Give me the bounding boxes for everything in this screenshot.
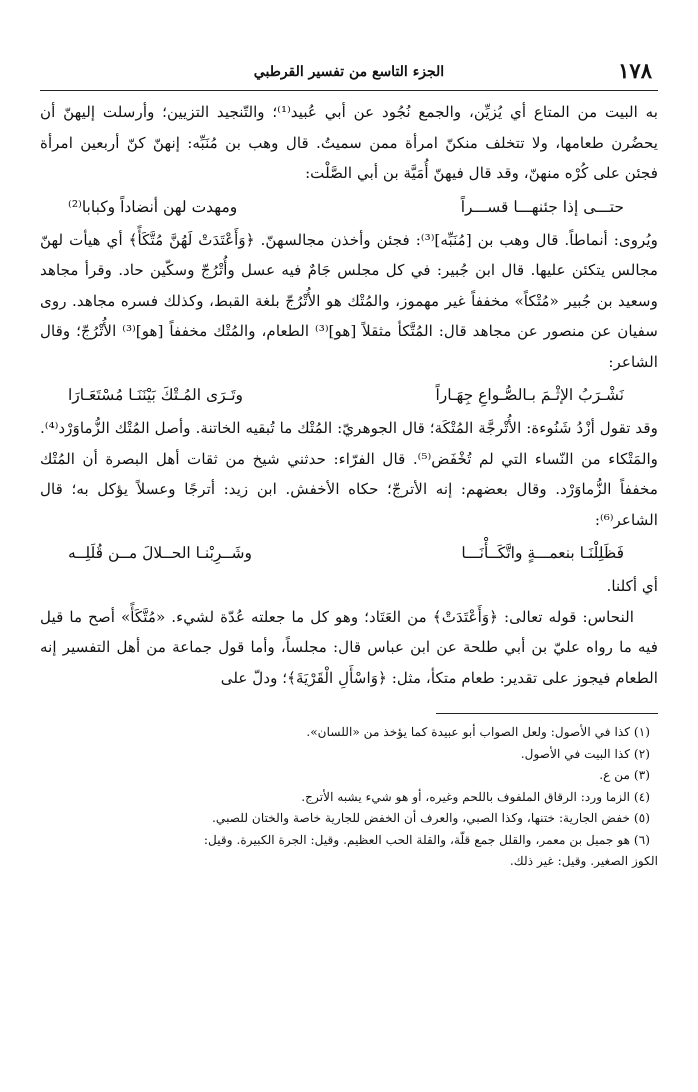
- verse-first-half: نَشْـرَبُ الإثْـمَ بـالصُّـواعِ جِهَـاراً: [435, 386, 624, 404]
- footnote-divider: [436, 713, 658, 714]
- footnotes: [40, 722, 658, 873]
- poem-verse-2: [40, 377, 658, 413]
- verse-second-half: وتَـرَى المُـتْكَ بَيْنَنَـا مُسْتَعَـارَا: [68, 386, 244, 404]
- footnote-6: (٦) هو جميل بن معمر، والقلل جمع قلّة، والقلة الحب العظيم. وقيل: الجرة الكبيرة. وقيل:: [203, 832, 650, 847]
- running-title: الجزء التاسع من تفسير القرطبي: [253, 64, 445, 80]
- footnote-4: (٤) الزما ورد: الرقاق الملفوف باللحم وغيره، أو هو شيء يشبه الأترج.: [301, 789, 650, 804]
- paragraph-3: وقد تقول أزْدُ شَنُوءة: الأُتْرجَّة المُتْكَة؛ قال الجوهريّ: المُتْك ما تُبقيه الخاتنة. وأصل المُتْك الزُّماوَرْد⁽⁴⁾. والمَتْكاء من النّساء التي لم تُخْفَض⁽⁵⁾. قال الفرّاء: حدثني شيخ من ثقات أهل البصرة أن المُتْك مخففاً الزُّماوَرْد. وقال بعضهم: إنه الأترجّ؛ حكاه الأخفش. ابن زيد: أترجًا وعسلاً يؤكل به؛ قال الشاعر⁽⁶⁾:: [40, 419, 658, 529]
- page-number: ١٧٨: [618, 58, 652, 83]
- verse-second-half: ومهدت لهن أنضاداً وكبابا⁽²⁾: [68, 197, 238, 216]
- verse-first-half: حتـــى إذا جئنهـــا قســـراً: [460, 197, 624, 216]
- verse-second-half: وشَــرِبْنـا الحــلالَ مــن قُلَلِــه: [68, 544, 253, 562]
- footnote-1: (١) كذا في الأصول: ولعل الصواب أبو عبيدة كما يؤخذ من «اللسان».: [306, 725, 650, 739]
- body-text: [40, 97, 658, 693]
- footnote-6-continued: الكوز الصغير. وقيل: غير ذلك.: [509, 854, 658, 868]
- paragraph-1: به البيت من المتاع أي يُزيِّن، والجمع نُجُود عن أبي عُبيد⁽¹⁾؛ والتّنجيد التزيين؛ وأرسلت إليهنّ أن يحضُرن طعامها، ولا تتخلف منكنّ امرأة ممن سميتُ. قال وهب بن مُنَبِّه: إنهنّ كنّ أربعين امرأة فجئن على كُرْه منهنّ، وقد قال فيهنّ أُمَيَّة بن أبي الصَّلْت:: [40, 103, 658, 182]
- verse-first-half: فَظَلِلْنَـا بنعمـــةٍ واتَّكَــأْنَـــا: [461, 544, 624, 562]
- paragraph-2: ويُروى: أنماطاً. قال وهب بن [مُنَبِّه]⁽³⁾: فجئن وأخذن مجالسهنّ. ﴿وَأَعْتَدَتْ لَهُنَّ مُتَّكَأً﴾ أي هيأت لهنّ مجالس يتكئن عليها. قال ابن جُبير: في كل مجلس جَامٌ فيه عسل وأُتْرُجّ وسكّين حاد. وقرأ مجاهد وسعيد بن جُبير «مُتْكاً» مخففاً غير مهموز، والمُتْك هو الأُتْرُجّ بلغة القبط، وكذلك فسره مجاهد. روى سفيان عن منصور عن مجاهد قال: المُتَّكأ مثقلاً [هو]⁽³⁾ الطعام، والمُتْك مخففاً [هو]⁽³⁾ الأُتْرُجّ؛ وقال الشاعر:: [40, 230, 658, 371]
- page-header: [40, 58, 658, 91]
- poem-verse-1: [40, 189, 658, 225]
- paragraph-5: النحاس: قوله تعالى: ﴿وَأَعْتَدَتْ﴾ من العَتَاد؛ وهو كل ما جعلته عُدّة لشيء. «مُتَّكَأً» أصح ما قيل فيه ما رواه عليّ بن أبي طلحة عن ابن عباس قال: مجلساً، وأما قول جماعة من أهل التفسير إنه الطعام فيجوز على تقدير: طعام متكأ، مثل: ﴿وَاسْأَلِ الْقَرْيَةَ﴾؛ ودلّ على: [40, 607, 658, 687]
- footnote-3: (٣) من ع.: [599, 768, 650, 782]
- footnote-5: (٥) خفض الجارية: ختنها، وكذا الصبي، والعرف أن الخفض للجارية خاصة والختان للصبي.: [212, 811, 650, 825]
- paragraph-4: أي أكلنا.: [606, 577, 658, 595]
- footnote-2: (٢) كذا البيت في الأصول.: [520, 746, 650, 761]
- poem-verse-3: [40, 535, 658, 571]
